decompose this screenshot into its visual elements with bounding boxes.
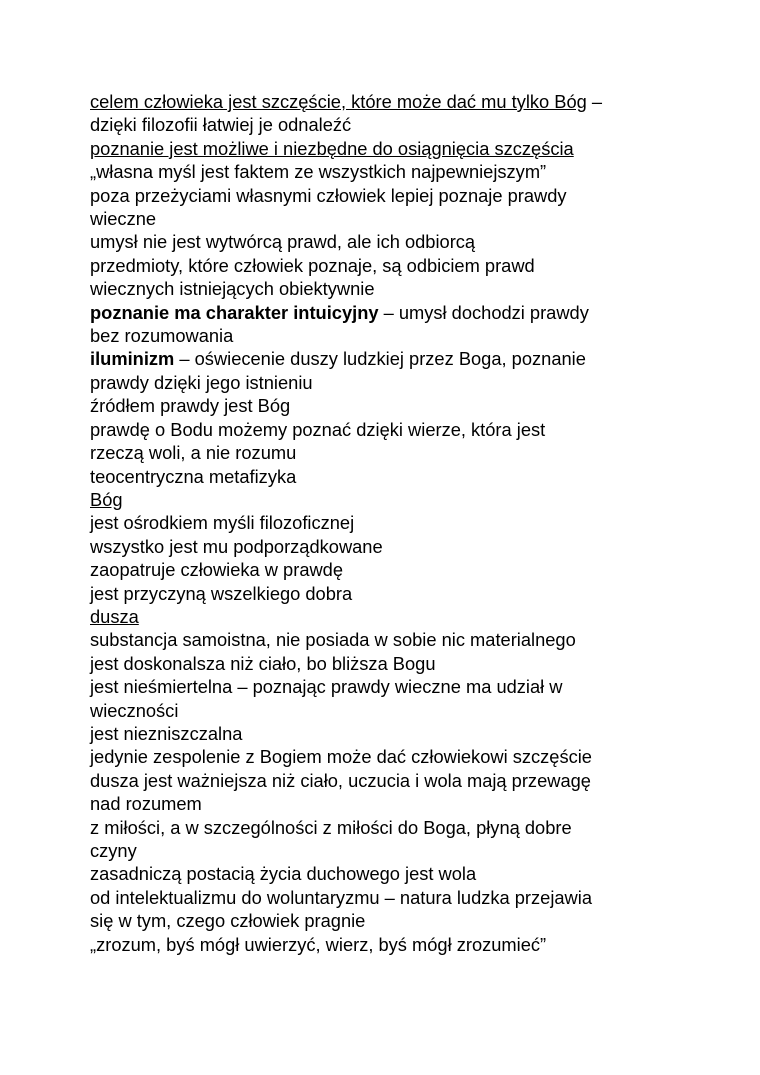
text-line: wieczne xyxy=(90,208,157,230)
text-line: prawdy dzięki jego istnieniu xyxy=(90,371,313,393)
text-line xyxy=(90,347,690,370)
underlined-heading: poznanie jest możliwe i niezbędne do osiągnięcia szczęścia xyxy=(90,137,574,159)
text-line: „własna myśl jest faktem ze wszystkich najpewniejszym” xyxy=(90,161,547,183)
bold-term: poznanie ma charakter intuicyjny xyxy=(90,301,379,323)
text-line: wieczności xyxy=(90,699,179,721)
text-line: teocentryczna metafizyka xyxy=(90,465,297,487)
text-line: czyny xyxy=(90,840,137,861)
text-line: jest niezniszczalna xyxy=(90,722,243,744)
text-line: prawdę o Bodu możemy poznać dzięki wierze, która jest xyxy=(90,418,546,440)
text-line: źródłem prawdy jest Bóg xyxy=(90,395,291,417)
text-line: przedmioty, które człowiek poznaje, są odbiciem prawd xyxy=(90,254,535,276)
text-line: zaopatruje człowieka w prawdę xyxy=(90,559,344,581)
text-line: poza przeżyciami własnymi człowiek lepiej poznaje prawdy xyxy=(90,184,567,206)
document-page xyxy=(90,90,690,956)
text-line: umysł nie jest wytwórcą prawd, ale ich odbiorcą xyxy=(90,231,476,253)
bold-term: iluminizm xyxy=(90,348,175,370)
text-line xyxy=(90,605,690,628)
text-line: zasadniczą postacią życia duchowego jest wola xyxy=(90,863,477,885)
text-line: jest ośrodkiem myśli filozoficznej xyxy=(90,512,355,534)
underlined-heading: Bóg xyxy=(90,488,123,510)
text-fragment: – xyxy=(586,91,603,112)
text-line: „zrozum, byś mógł uwierzyć, wierz, byś mógł zrozumieć” xyxy=(90,933,547,955)
text-line: jest doskonalsza niż ciało, bo bliższa Bogu xyxy=(90,652,436,674)
text-line: dusza jest ważniejsza niż ciało, uczucia i wola mają przewagę xyxy=(90,769,591,791)
underlined-heading: celem człowieka jest szczęście, które może dać mu tylko Bóg xyxy=(90,91,587,112)
text-line: się w tym, czego człowiek pragnie xyxy=(90,910,366,932)
text-line: nad rozumem xyxy=(90,793,202,815)
text-line: od intelektualizmu do woluntaryzmu – natura ludzka przejawia xyxy=(90,886,592,908)
text-line xyxy=(90,301,690,324)
text-line: rzeczą woli, a nie rozumu xyxy=(90,442,297,464)
text-line: jedynie zespolenie z Bogiem może dać człowiekowi szczęście xyxy=(90,746,592,768)
text-fragment: – oświecenie duszy ludzkiej przez Boga, poznanie xyxy=(174,348,586,370)
text-line: wiecznych istniejących obiektywnie xyxy=(90,278,375,300)
text-line xyxy=(90,488,690,511)
text-line: wszystko jest mu podporządkowane xyxy=(90,535,383,557)
text-line: jest przyczyną wszelkiego dobra xyxy=(90,582,353,604)
text-line xyxy=(90,90,690,113)
text-line: substancja samoistna, nie posiada w sobie nic materialnego xyxy=(90,629,576,651)
text-fragment: – umysł dochodzi prawdy xyxy=(378,301,589,323)
underlined-heading: dusza xyxy=(90,605,139,627)
text-line: z miłości, a w szczególności z miłości do Boga, płyną dobre xyxy=(90,816,572,838)
text-line: bez rozumowania xyxy=(90,325,234,347)
text-line: jest nieśmiertelna – poznając prawdy wieczne ma udział w xyxy=(90,676,563,698)
text-line xyxy=(90,137,690,160)
text-line: dzięki filozofii łatwiej je odnaleźć xyxy=(90,114,352,136)
